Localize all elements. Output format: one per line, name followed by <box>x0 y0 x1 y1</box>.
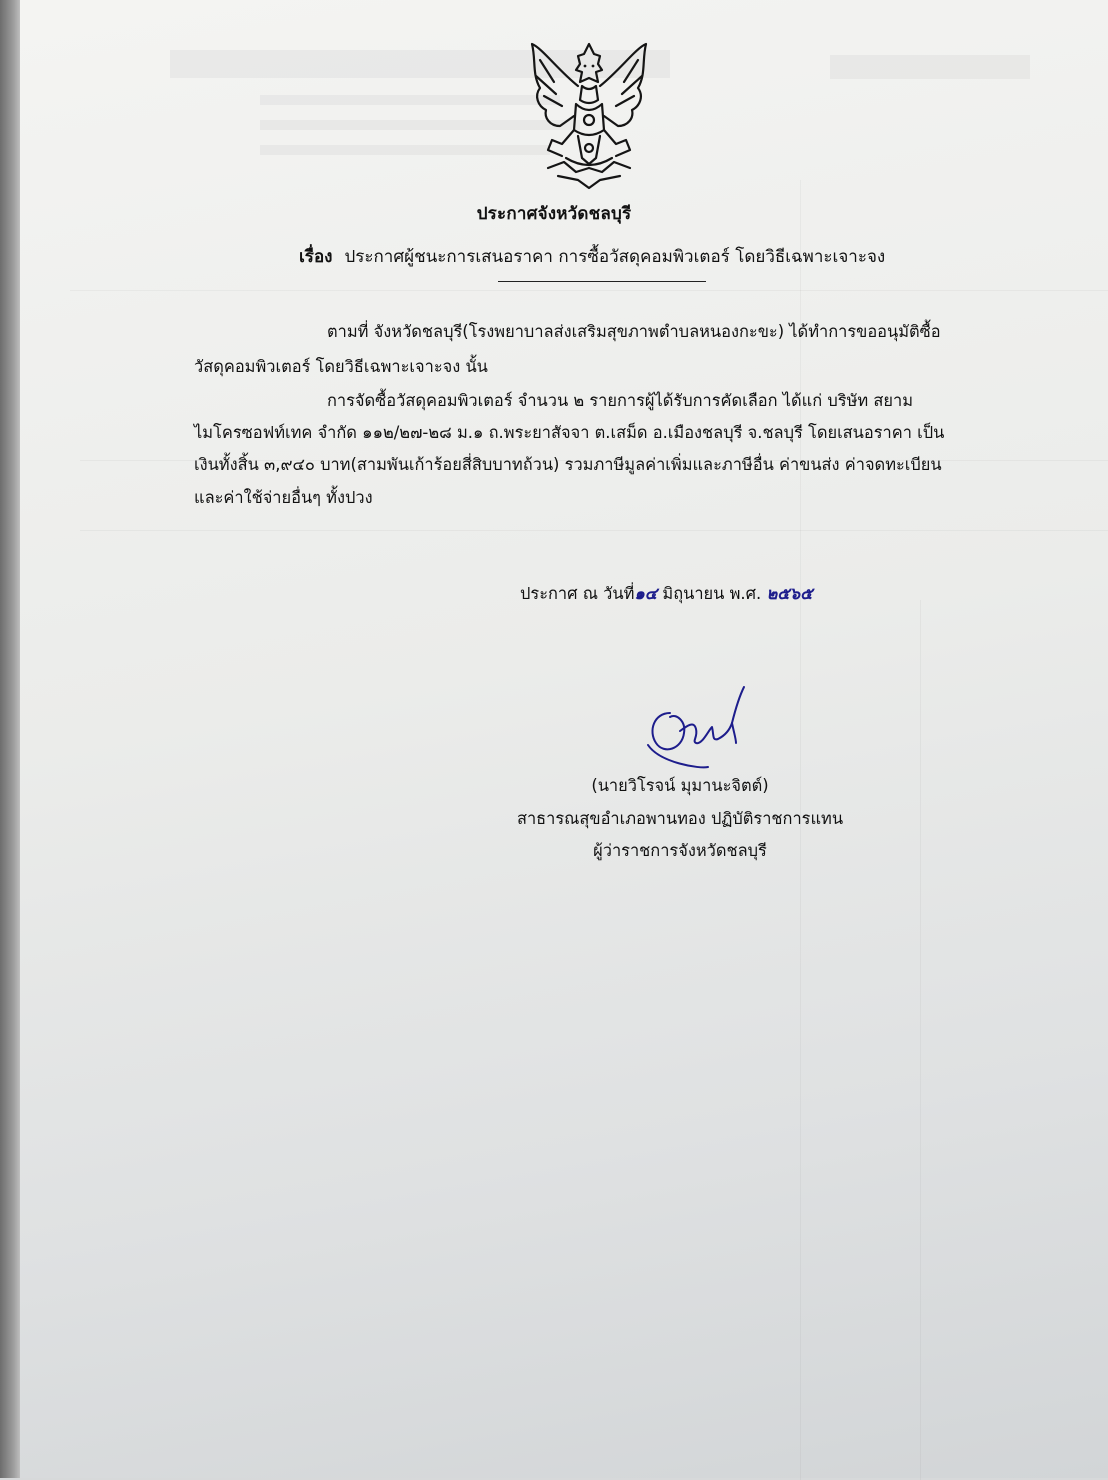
signer-position: สาธารณสุขอำเภอพานทอง ปฏิบัติราชการแทน <box>516 809 844 828</box>
date-year: ๒๕๖๕ <box>766 584 813 603</box>
paragraph2-line1: การจัดซื้อวัสดุคอมพิวเตอร์ จำนวน ๒ รายการผู้ได้รับการคัดเลือก ได้แก่ บริษัท สยาม <box>327 391 914 410</box>
subject-label: เรื่อง <box>299 247 333 267</box>
subject-line <box>299 243 885 270</box>
paragraph1-line1: ตามที่ จังหวัดชลบุรี(โรงพยาบาลส่งเสริมสุขภาพตำบลหนองกะขะ) ได้ทำการขออนุมัติซื้อ <box>327 322 941 341</box>
date-prefix: ประกาศ ณ วันที่ <box>520 584 635 603</box>
subject-text: ประกาศผู้ชนะการเสนอราคา การซื้อวัสดุคอมพิวเตอร์ โดยวิธีเฉพาะเจาะจง <box>344 247 886 267</box>
paragraph1-line2: วัสดุคอมพิวเตอร์ โดยวิธีเฉพาะเจาะจง นั้น <box>194 357 488 376</box>
handwritten-signature <box>640 683 760 773</box>
date-era: พ.ศ. <box>729 584 762 603</box>
document-title: ประกาศจังหวัดชลบุรี <box>476 204 632 224</box>
signer-name: (นายวิโรจน์ มุมานะจิตต์) <box>591 776 769 795</box>
garuda-emblem-icon <box>518 40 660 192</box>
date-day: ๑๔ <box>634 584 658 603</box>
date-month: มิถุนายน <box>662 584 725 603</box>
signer-on-behalf: ผู้ว่าราชการจังหวัดชลบุรี <box>593 841 767 860</box>
paragraph2-line2: ไมโครซอฟท์เทค จำกัด ๑๑๒/๒๗-๒๘ ม.๑ ถ.พระยาสัจจา ต.เสม็ด อ.เมืองชลบุรี จ.ชลบุรี โดยเสนอราคา เป็น <box>194 423 945 442</box>
paragraph2-line4: และค่าใช้จ่ายอื่นๆ ทั้งปวง <box>194 488 373 507</box>
paragraph2-line3: เงินทั้งสิ้น ๓,๙๔๐ บาท(สามพันเก้าร้อยสี่สิบบาทถ้วน) รวมภาษีมูลค่าเพิ่มและภาษีอื่น ค่าขนส่ง ค่าจดทะเบียน <box>194 455 942 474</box>
title-underline <box>498 281 706 282</box>
announcement-date <box>520 581 812 607</box>
